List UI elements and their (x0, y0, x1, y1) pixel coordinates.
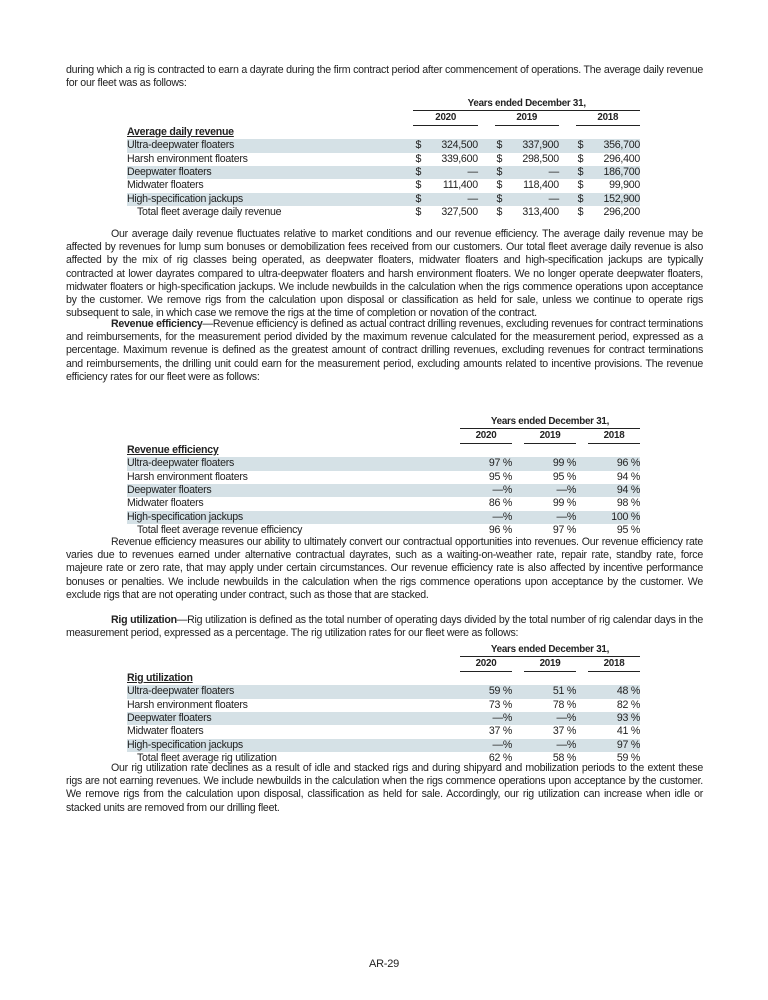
years-header: Years ended December 31, (460, 415, 640, 429)
cell-value: —% (524, 712, 576, 725)
cell-value: 118,400 (523, 179, 559, 192)
year-2020: 2020 (460, 429, 512, 443)
cell-value: — (508, 166, 559, 179)
section-title: Revenue efficiency (127, 443, 219, 456)
revenue-efficiency-table (127, 415, 640, 538)
cell-value: 41 % (616, 725, 640, 738)
cell-value: 337,900 (508, 139, 559, 152)
cell-value: 99,900 (609, 179, 640, 192)
currency-symbol: $ (496, 206, 503, 219)
cell-value: 97 % (460, 457, 512, 470)
currency-symbol: $ (496, 152, 503, 165)
row-label: Deepwater floaters (127, 166, 413, 179)
currency-symbol: $ (413, 193, 427, 206)
year-2018: 2018 (576, 111, 640, 125)
cell-value: 62 % (488, 752, 512, 765)
table-row (127, 511, 640, 524)
cell-value: 51 % (524, 685, 576, 698)
currency-symbol: $ (576, 193, 590, 206)
cell-value: 86 % (488, 497, 512, 510)
row-label: Harsh environment floaters (127, 152, 248, 165)
table-row (127, 685, 640, 698)
cell-value: —% (460, 739, 512, 752)
table-row (127, 497, 640, 510)
row-label: Midwater floaters (127, 725, 204, 738)
row-label: Deepwater floaters (127, 484, 460, 497)
cell-value: 152,900 (589, 193, 640, 206)
cell-value: 99 % (524, 457, 576, 470)
currency-symbol: $ (495, 193, 509, 206)
cell-value: 58 % (552, 752, 576, 765)
cell-value: 94 % (616, 470, 640, 483)
cell-value: 93 % (588, 712, 640, 725)
cell-value: 100 % (588, 511, 640, 524)
year-2018: 2018 (588, 429, 640, 443)
revenue-efficiency-paragraph: Revenue efficiency—Revenue efficiency is defined as actual contract drilling revenues, excluding revenues for contract terminations and reimbursements, for the measurement period divided by the maximum revenue calculated for the measurement period, expressed as a percentage. Maximum revenue is defined as the greatest amount of contract drilling revenues, excluding revenues for contract terminations and reimbursements, the drilling unit could earn for the measurement period, excluding amounts related to incentive provisions. The revenue efficiency rates for our fleet were as follows: (66, 318, 703, 383)
cell-value: —% (460, 511, 512, 524)
cell-value: —% (524, 739, 576, 752)
table-row (127, 712, 640, 725)
cell-value: 95 % (616, 524, 640, 537)
year-2018: 2018 (588, 657, 640, 671)
table-row (127, 179, 640, 192)
table-row (127, 457, 640, 470)
year-2020: 2020 (460, 657, 512, 671)
row-label: Deepwater floaters (127, 712, 460, 725)
cell-value: 111,400 (442, 179, 478, 192)
table-row (127, 206, 640, 219)
cell-value: 37 % (552, 725, 576, 738)
row-label: Harsh environment floaters (127, 698, 248, 711)
row-label: Ultra-deepwater floaters (127, 685, 460, 698)
cell-value: 82 % (616, 698, 640, 711)
cell-value: — (508, 193, 559, 206)
row-label: Total fleet average daily revenue (137, 206, 282, 219)
row-label: Ultra-deepwater floaters (127, 457, 460, 470)
section-title: Average daily revenue (127, 125, 234, 138)
years-header: Years ended December 31, (413, 97, 640, 111)
cell-value: 99 % (552, 497, 576, 510)
cell-value: 97 % (588, 739, 640, 752)
cell-value: —% (460, 484, 512, 497)
table-row (127, 725, 640, 738)
table-row (127, 471, 640, 484)
table-row (127, 139, 640, 152)
cell-value: 94 % (588, 484, 640, 497)
rig-utilization-paragraph-2: Our rig utilization rate declines as a result of idle and stacked rigs and during shipyard and mobilization periods to the extent these rigs are not earning revenues. We include newbuilds in the calculation when the rigs commence operations upon acceptance by the customer. We remove rigs from the calculation upon disposal, classification as held for sale. Accordingly, our rig utilization can increase when idle or stacked units are removed from our drilling fleet. (66, 762, 703, 814)
currency-symbol: $ (577, 152, 584, 165)
cell-value: — (427, 166, 478, 179)
cell-value: — (427, 193, 478, 206)
currency-symbol: $ (413, 139, 427, 152)
cell-value: 97 % (552, 524, 576, 537)
cell-value: 327,500 (441, 206, 478, 219)
cell-value: 98 % (616, 497, 640, 510)
cell-value: 73 % (488, 698, 512, 711)
currency-symbol: $ (415, 179, 422, 192)
currency-symbol: $ (496, 179, 503, 192)
section-title: Rig utilization (127, 671, 193, 684)
currency-symbol: $ (415, 152, 422, 165)
years-header: Years ended December 31, (460, 643, 640, 657)
row-label: Total fleet average rig utilization (137, 752, 277, 765)
currency-symbol: $ (576, 139, 590, 152)
cell-value: 37 % (488, 725, 512, 738)
table-row (127, 153, 640, 166)
term: Revenue efficiency (111, 318, 203, 330)
year-2020: 2020 (413, 111, 477, 125)
cell-value: 296,400 (603, 152, 640, 165)
cell-value: 96 % (488, 524, 512, 537)
table-row (127, 166, 640, 179)
year-2019: 2019 (524, 429, 576, 443)
currency-symbol: $ (576, 166, 590, 179)
cell-value: 59 % (616, 752, 640, 765)
average-daily-revenue-table (127, 97, 640, 220)
row-label: Harsh environment floaters (127, 470, 248, 483)
revenue-efficiency-paragraph-2: Revenue efficiency measures our ability to ultimately convert our contractual opportunities into revenues. Our revenue efficiency rate varies due to revenues earned under alternative contractual dayrates, such as a waiting-on-weather rate, repair rate, standby rate, force majeure rate or zero rate, that may apply under certain circumstances. Our revenue efficiency rate is also affected by incentive performance bonuses or penalties. We include newbuilds in the calculation when the rigs commence operations upon acceptance by the customer. We exclude rigs that are not operating under contract, such as those that are stacked. (66, 536, 703, 601)
currency-symbol: $ (495, 166, 509, 179)
cell-value: 339,600 (441, 152, 478, 165)
cell-value: 48 % (588, 685, 640, 698)
row-label: High-specification jackups (127, 193, 413, 206)
currency-symbol: $ (495, 139, 509, 152)
row-label: Total fleet average revenue efficiency (137, 524, 303, 537)
cell-value: 59 % (460, 685, 512, 698)
intro-paragraph: during which a rig is contracted to earn a dayrate during the firm contract period after commencement of operations. The average daily revenue for our fleet was as follows: (66, 64, 703, 90)
cell-value: 313,400 (522, 206, 559, 219)
cell-value: —% (524, 484, 576, 497)
currency-symbol: $ (577, 179, 584, 192)
row-label: High-specification jackups (127, 739, 460, 752)
page-number: AR-29 (369, 958, 399, 970)
row-label: High-specification jackups (127, 511, 460, 524)
cell-value: 324,500 (427, 139, 478, 152)
cell-value: 356,700 (589, 139, 640, 152)
table-row (127, 739, 640, 752)
table-row (127, 699, 640, 712)
cell-value: 186,700 (589, 166, 640, 179)
cell-value: 298,500 (522, 152, 559, 165)
cell-value: —% (460, 712, 512, 725)
table-row (127, 193, 640, 206)
currency-symbol: $ (415, 206, 422, 219)
adr-paragraph: Our average daily revenue fluctuates relative to market conditions and our revenue efficiency. The average daily revenue may be affected by revenues for lump sum bonuses or demobilization fees received from our customers. Our total fleet average daily revenue is also affected by the mix of rig classes being operated, as deepwater floaters, midwater floaters and high-specification jackups are typically contracted at lower dayrates compared to ultra-deepwater floaters and harsh environment floaters. We no longer operate deepwater floaters, midwater floaters or high-specification jackups. We include newbuilds in the calculation when the rigs commence operations upon acceptance by the customer. We remove rigs from the calculation upon disposal or classification as held for sale, unless we continue to operate rigs subsequent to sale, in which case we remove the rigs at the time of completion or novation of the contract. (66, 228, 703, 320)
term: Rig utilization (111, 614, 177, 626)
cell-value: 78 % (552, 698, 576, 711)
row-label: Midwater floaters (127, 497, 204, 510)
row-label: Midwater floaters (127, 179, 204, 192)
rig-utilization-paragraph: Rig utilization—Rig utilization is defined as the total number of operating days divided by the total number of rig calendar days in the measurement period, expressed as a percentage. The rig utilization rates for our fleet were as follows: (66, 614, 703, 640)
currency-symbol: $ (413, 166, 427, 179)
cell-value: 296,200 (603, 206, 640, 219)
row-label: Ultra-deepwater floaters (127, 139, 413, 152)
currency-symbol: $ (577, 206, 584, 219)
cell-value: —% (524, 511, 576, 524)
cell-value: 96 % (588, 457, 640, 470)
cell-value: 95 % (488, 470, 512, 483)
year-2019: 2019 (495, 111, 559, 125)
rig-utilization-table (127, 643, 640, 766)
table-row (127, 484, 640, 497)
cell-value: 95 % (552, 470, 576, 483)
year-2019: 2019 (524, 657, 576, 671)
